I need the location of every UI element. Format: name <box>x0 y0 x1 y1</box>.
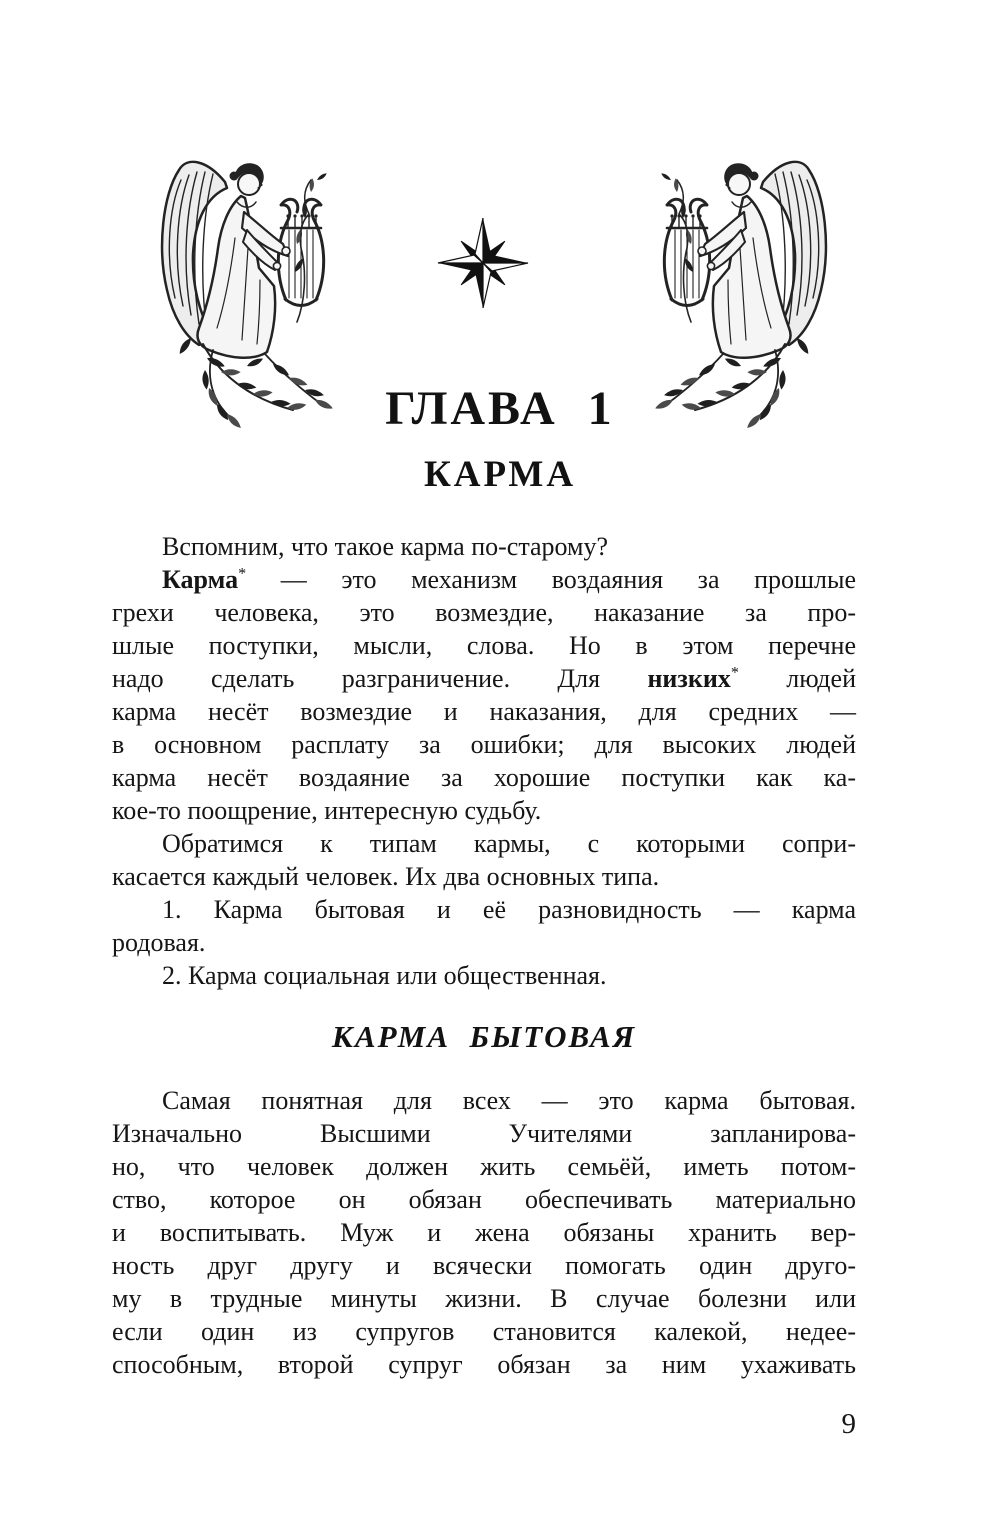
text-line: карма несёт возмездие и наказания, для средних — <box>112 697 856 726</box>
text-line: ность друг другу и всячески помогать один друго- <box>112 1251 856 1280</box>
paragraph <box>112 563 856 827</box>
text-line: в основном расплату за ошибки; для высоких людей <box>112 730 856 759</box>
text-line: касается каждый человек. Их два основных типа. <box>112 862 660 891</box>
chapter-subtitle: КАРМА <box>423 454 577 495</box>
text-line: родовая. <box>112 928 206 957</box>
paragraph <box>112 959 856 992</box>
chapter-title: ГЛАВА 1 <box>385 382 615 435</box>
paragraph <box>112 1084 856 1381</box>
text-line: Обратимся к типам кармы, с которыми сопри- <box>162 829 856 858</box>
text-line: Вспомним, что такое карма по-старому? <box>162 532 609 561</box>
text-line: Карма* — это механизм воздаяния за прошлые <box>162 565 856 594</box>
text-line: кое-то поощрение, интересную судьбу. <box>112 796 542 825</box>
text-line: способным, второй супруг обязан за ним ухаживать <box>112 1350 856 1379</box>
body-text <box>112 530 856 1381</box>
text-line: шлые поступки, мысли, слова. Но в этом перечне <box>112 631 856 660</box>
text-line: Изначально Высшими Учителями запланирова- <box>112 1119 856 1148</box>
text-line: 2. Карма социальная или общественная. <box>162 961 607 990</box>
text-line: и воспитывать. Муж и жена обязаны хранить вер- <box>112 1218 856 1247</box>
text-line: надо сделать разграничение. Для низких* людей <box>112 664 856 693</box>
page-number: 9 <box>841 1408 856 1440</box>
text-line: карма несёт воздаяние за хорошие поступки как ка- <box>112 763 856 792</box>
compass-star-icon <box>438 218 528 308</box>
paragraph <box>112 827 856 893</box>
text-line: ство, которое он обязан обеспечивать материально <box>112 1185 856 1214</box>
text-line: но, что человек должен жить семьёй, иметь потом- <box>112 1152 856 1181</box>
paragraph <box>112 893 856 959</box>
text-line: Самая понятная для всех — это карма бытовая. <box>162 1086 856 1115</box>
paragraph <box>112 530 856 563</box>
section-heading: КАРМА БЫТОВАЯ <box>331 1019 637 1054</box>
text-line: грехи человека, это возмездие, наказание за про- <box>112 598 856 627</box>
header-ornaments <box>0 0 1000 440</box>
text-line: 1. Карма бытовая и её разновидность — карма <box>162 895 856 924</box>
text-line: если один из супругов становится калекой, недее- <box>112 1317 856 1346</box>
text-line: му в трудные минуты жизни. В случае болезни или <box>112 1284 856 1313</box>
